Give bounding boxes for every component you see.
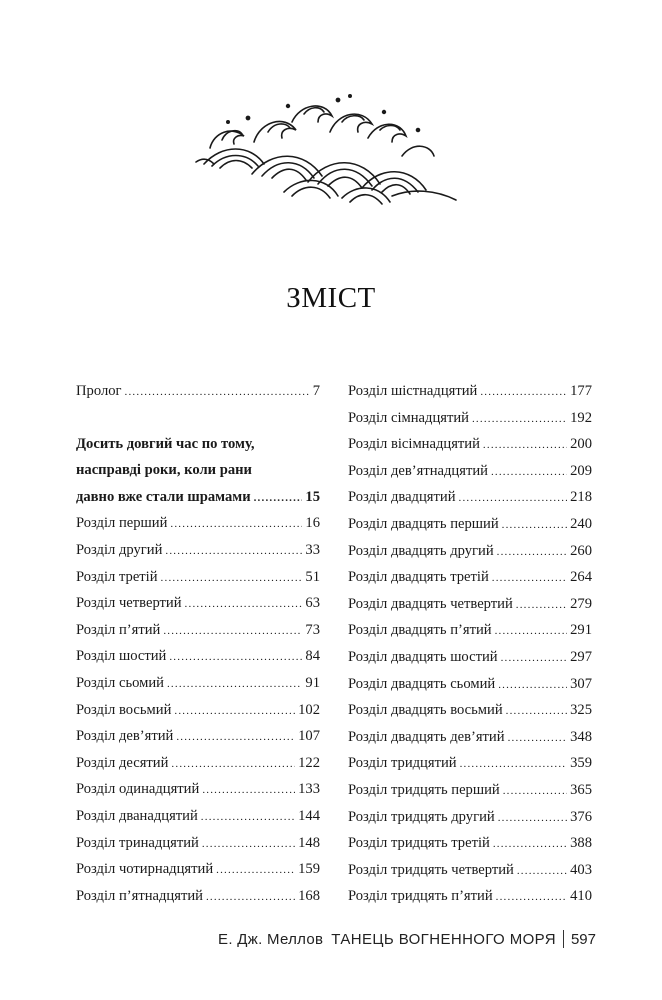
toc-entry-label: Розділ десятий (76, 754, 169, 771)
toc-entry-page: 388 (570, 835, 592, 852)
toc-entry-page: 16 (305, 515, 320, 532)
toc-entry[interactable] (348, 405, 592, 432)
toc-entry[interactable] (76, 830, 320, 857)
toc-entry-page: 410 (570, 888, 592, 905)
toc-entry-label: Розділ тридцятий (348, 755, 457, 772)
dot-leader (483, 432, 567, 459)
toc-entry[interactable] (76, 617, 320, 644)
toc-entry-label: Розділ п’ятий (76, 621, 161, 638)
toc-entry[interactable] (76, 750, 320, 777)
toc-entry-page: 403 (570, 861, 592, 878)
toc-entry-label: Розділ восьмий (76, 701, 172, 718)
toc-entry-page: 192 (570, 409, 592, 426)
toc-entry-page: 7 (312, 383, 320, 399)
toc-entry-label: Пролог (76, 383, 122, 399)
toc-entry-label: Розділ тринадцятий (76, 834, 199, 851)
toc-entry[interactable] (348, 617, 592, 644)
dot-leader (170, 511, 302, 538)
toc-entry-prologue[interactable] (76, 378, 320, 405)
dot-leader (176, 724, 295, 751)
toc-entry-label: Розділ двадцять сьомий (348, 675, 496, 692)
dot-leader (516, 592, 567, 619)
toc-entry[interactable] (348, 804, 592, 831)
toc-entry[interactable] (348, 857, 592, 884)
toc-entry[interactable] (76, 564, 320, 591)
dot-leader (492, 565, 567, 592)
dot-leader (161, 565, 303, 592)
footer-divider (563, 930, 564, 948)
footer-page-number: 597 (570, 930, 596, 948)
dot-leader (125, 379, 310, 406)
toc-entry-label: Розділ тридцять четвертий (348, 861, 514, 878)
toc-entry-label: Розділ другий (76, 541, 163, 558)
toc-entry[interactable] (348, 484, 592, 511)
dot-leader (169, 644, 302, 671)
dot-leader (163, 618, 302, 645)
dot-leader (459, 485, 568, 512)
dot-leader (206, 884, 295, 911)
toc-entry-page: 159 (298, 861, 320, 878)
toc-entry-page: 102 (298, 701, 320, 718)
dot-leader (202, 831, 295, 858)
toc-entry-page: 200 (570, 436, 592, 453)
toc-entry-page: 240 (570, 515, 592, 532)
toc-entry-page: 144 (298, 807, 320, 824)
toc-entry[interactable] (348, 697, 592, 724)
toc-entry-page: 84 (305, 648, 320, 665)
toc-entry-label: Розділ двадцять шостий (348, 648, 498, 665)
toc-entry-label: Розділ сімнадцятий (348, 409, 469, 426)
toc-entry-label: Розділ двадцять восьмий (348, 702, 503, 719)
toc-entry-label: Розділ двадцять другий (348, 542, 494, 559)
dot-leader (165, 538, 302, 565)
page-title: ЗМІСТ (286, 282, 376, 314)
dot-leader (201, 804, 295, 831)
toc-entry-page: 148 (298, 834, 320, 851)
toc-entry-label: Розділ одинадцятий (76, 781, 200, 798)
toc-entry-page: 297 (570, 648, 592, 665)
toc-entry-page: 307 (570, 675, 592, 692)
toc-entry-page: 15 (305, 488, 320, 505)
dot-leader (496, 884, 567, 911)
toc-entry-label: Розділ чотирнадцятий (76, 861, 214, 878)
toc-entry-label: Розділ четвертий (76, 595, 182, 612)
toc-entry-label: давно вже стали шрамами (76, 488, 251, 505)
toc-entry-label: Розділ дванадцятий (76, 807, 198, 824)
toc-entry[interactable] (348, 644, 592, 671)
toc-entry[interactable] (76, 537, 320, 564)
dot-leader (493, 831, 567, 858)
toc-entry[interactable] (348, 591, 592, 618)
toc-entry-label: Розділ двадцять п’ятий (348, 622, 492, 639)
toc-entry-page: 51 (305, 568, 320, 585)
toc-entry-label: Розділ перший (76, 515, 168, 532)
toc-entry-label: Розділ п’ятнадцятий (76, 887, 203, 904)
toc-entry[interactable] (348, 538, 592, 565)
dot-leader (501, 645, 568, 672)
dot-leader (508, 725, 568, 752)
toc-entry[interactable] (76, 643, 320, 670)
toc-entry-label: Розділ двадцять третій (348, 569, 489, 586)
toc-entry-page: 73 (305, 621, 320, 638)
toc-entry[interactable] (76, 670, 320, 697)
toc-entry[interactable] (76, 723, 320, 750)
toc-entry[interactable] (348, 724, 592, 751)
part-heading-line-1: Досить довгий час по тому, (76, 435, 255, 452)
toc-entry[interactable] (76, 883, 320, 910)
toc-right-column (348, 378, 592, 910)
dot-leader (491, 459, 567, 486)
toc-entry-label: Розділ шістнадцятий (348, 383, 478, 399)
toc-entry-page: 291 (570, 622, 592, 639)
toc-entry-page: 122 (298, 754, 320, 771)
dot-leader (506, 698, 567, 725)
toc-entry-page: 260 (570, 542, 592, 559)
toc-entry-page: 107 (298, 728, 320, 745)
toc-entry-page: 168 (298, 887, 320, 904)
toc-entry-label: Розділ сьомий (76, 674, 164, 691)
dot-leader (460, 751, 568, 778)
dot-leader (171, 751, 295, 778)
toc-entry[interactable] (348, 378, 592, 405)
toc-entry-label: Розділ дев’ятнадцятий (348, 462, 488, 479)
toc-entry-page: 177 (570, 383, 592, 399)
footer-author: Е. Дж. Меллов (218, 930, 324, 948)
dot-leader (167, 671, 302, 698)
dot-leader (498, 672, 567, 699)
toc-entry[interactable] (76, 510, 320, 537)
toc-entry-page: 325 (570, 702, 592, 719)
toc-entry-page: 376 (570, 808, 592, 825)
toc-entry[interactable] (348, 777, 592, 804)
toc-entry-page: 279 (570, 595, 592, 612)
toc-entry-label: Розділ шостий (76, 648, 167, 665)
dot-leader (503, 778, 567, 805)
toc-entry[interactable] (76, 803, 320, 830)
toc-entry-page: 209 (570, 462, 592, 479)
toc-entry-label: Розділ тридцять третій (348, 835, 490, 852)
toc-entry-page: 264 (570, 569, 592, 586)
toc-entry[interactable] (76, 590, 320, 617)
toc-entry-label: Розділ двадцять четвертий (348, 595, 513, 612)
dot-leader (472, 406, 567, 433)
toc-entry-page: 63 (305, 595, 320, 612)
toc-entry[interactable] (76, 697, 320, 724)
toc-entry[interactable] (348, 883, 592, 910)
dot-leader (497, 539, 567, 566)
toc-entry-label: Розділ тридцять другий (348, 808, 495, 825)
toc-entry[interactable] (348, 750, 592, 777)
dot-leader (517, 858, 567, 885)
footer-book-title: ТАНЕЦЬ ВОГНЕННОГО МОРЯ (331, 930, 556, 948)
toc-entry[interactable] (348, 511, 592, 538)
toc-entry-label: Розділ тридцять перший (348, 781, 500, 798)
part-heading-line-2: насправді роки, коли рани (76, 462, 252, 479)
toc-left-column (76, 378, 320, 909)
toc-entry[interactable] (348, 431, 592, 458)
toc-entry[interactable] (348, 458, 592, 485)
dot-leader (480, 379, 567, 406)
toc-entry[interactable] (76, 856, 320, 883)
toc-entry-page: 33 (305, 541, 320, 558)
dot-leader (185, 591, 303, 618)
toc-entry-label: Розділ тридцять п’ятий (348, 888, 493, 905)
toc-entry-label: Розділ двадцять перший (348, 515, 499, 532)
toc-entry-page: 218 (570, 489, 592, 506)
toc-entry-page: 91 (305, 674, 320, 691)
page-footer (218, 930, 596, 948)
dot-leader (498, 805, 567, 832)
toc-entry-label: Розділ двадцятий (348, 489, 456, 506)
toc-entry-label: Розділ третій (76, 568, 158, 585)
toc-entry-page: 365 (570, 781, 592, 798)
toc-entry-page: 348 (570, 728, 592, 745)
toc-entry[interactable] (348, 830, 592, 857)
dot-leader (502, 512, 567, 539)
toc-entry[interactable] (76, 776, 320, 803)
toc-entry-label: Розділ дев’ятий (76, 728, 174, 745)
dot-leader (174, 698, 295, 725)
toc-entry-label: Розділ вісімнадцятий (348, 436, 480, 453)
dot-leader (216, 857, 295, 884)
ocean-waves-icon (192, 92, 460, 212)
toc-entry-page: 359 (570, 755, 592, 772)
toc-entry-label: Розділ двадцять дев’ятий (348, 728, 505, 745)
dot-leader (254, 485, 303, 512)
toc-entry[interactable] (348, 564, 592, 591)
dot-leader (202, 777, 295, 804)
toc-entry-page: 133 (298, 781, 320, 798)
toc-entry[interactable] (348, 671, 592, 698)
toc-entry-part[interactable] (76, 484, 320, 511)
dot-leader (495, 618, 568, 645)
